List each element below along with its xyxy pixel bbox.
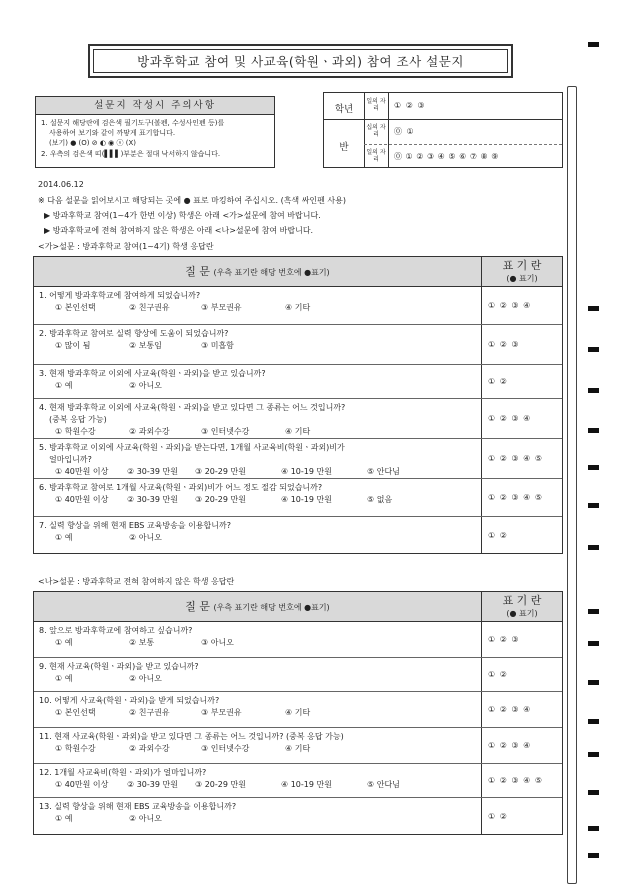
question-table-ga [33,256,563,554]
notice-line: 1. 설문지 해당란에 검은색 필기도구(볼펜, 수성사인펜 등)를 [41,119,225,127]
question-text: 10. 어떻게 사교육(학원ㆍ과외)을 받게 되었습니까? [39,696,220,705]
table-header [34,257,562,287]
answer-header-note: (● 표기) [506,609,538,618]
option-label: ③ 부모권유 [201,303,242,312]
option-label: ③ 인터넷수강 [201,427,250,436]
question-row [34,439,562,479]
timing-mark [588,42,599,47]
option-list [39,466,476,478]
option-label: ④ 10-19 만원 [281,495,332,504]
option-label: ① 예 [55,533,73,542]
timing-mark [588,306,599,311]
question-text: 12. 1개월 사교육비(학원ㆍ과외)가 얼마입니까? [39,768,207,777]
option-list [39,380,476,392]
option-label: ③ 부모권유 [201,708,242,717]
option-label: ② 30-39 만원 [127,467,178,476]
timing-mark [588,790,599,795]
answer-bubbles[interactable]: ① ② ③ ④ [488,705,532,714]
option-label: ⑤ 없음 [367,495,393,504]
notice-box [35,96,275,168]
option-label: ② 30-39 만원 [127,495,178,504]
question-cell [34,798,482,834]
option-label: ④ 기타 [285,744,311,753]
option-label: ③ 20-29 만원 [195,495,246,504]
timing-mark [588,680,599,685]
option-label: ② 과외수강 [129,427,170,436]
question-text: 3. 현재 방과후학교 이외에 사교육(학원ㆍ과외)을 받고 있습니까? [39,369,266,378]
option-label: ③ 20-29 만원 [195,780,246,789]
answer-bubbles[interactable]: ① ② ③ ④ ⑤ [488,454,544,463]
question-text: 6. 방과후학교 참여로 1개월 사교육(학원ㆍ과외)비가 어느 정도 절감 되었습니까? [39,483,323,492]
question-cell [34,439,482,478]
option-label: ② 아니오 [129,533,162,542]
question-subtext: (중복 응답 가능) [49,415,107,424]
option-list [39,707,476,719]
answer-bubbles[interactable]: ① ② ③ ④ ⑤ [488,776,544,785]
question-text: 5. 방과후학교 이외에 사교육(학원ㆍ과외)을 받는다면, 1개월 사교육비(학원ㆍ과외)비가 [39,443,345,452]
option-list [39,813,476,825]
question-cell [34,325,482,364]
option-label: ② 보통임 [129,341,162,350]
option-label: ② 아니오 [129,674,162,683]
question-text: 9. 현재 사교육(학원ㆍ과외)을 받고 있습니까? [39,662,199,671]
option-label: ④ 10-19 만원 [281,467,332,476]
instruction-line: ▶ 방과후학교 참여(1~4가 한번 이상) 학생은 아래 <가>설문에 참여 바랍니다. [44,211,321,220]
class-label: 반 [339,142,349,153]
timing-mark [588,465,599,470]
question-row [34,692,562,728]
timing-mark [588,347,599,352]
notice-line: 2. 우측의 검은색 띠(▌▌▌)부분은 절대 낙서하지 않습니다. [41,149,221,158]
option-label: ① 학원수강 [55,427,96,436]
question-cell [34,287,482,324]
option-label: ③ 아니오 [201,638,234,647]
option-label: ① 40만원 이상 [55,495,109,504]
question-row [34,325,562,365]
section-ga-label: <가>설문 : 방과후학교 참여(1~4기) 학생 응답란 [38,242,214,251]
option-list [39,673,476,685]
timing-mark [588,752,599,757]
answer-bubbles[interactable]: ① ② [488,530,508,540]
question-cell [34,622,482,657]
option-label: ① 40만원 이상 [55,780,109,789]
timing-mark [588,719,599,724]
option-label: ① 본인선택 [55,303,96,312]
survey-title: 방과후학교 참여 및 사교육(학원ㆍ과외) 참여 조사 설문지 [93,49,508,73]
question-text: 2. 방과후학교 참여로 실력 향상에 도움이 되었습니까? [39,329,229,338]
option-list [39,426,476,438]
option-label: ④ 10-19 만원 [281,780,332,789]
question-row [34,798,562,834]
option-label: ① 예 [55,674,73,683]
question-cell [34,399,482,438]
option-label: ① 본인선택 [55,708,96,717]
question-subtext: 얼마입니까? [49,455,92,464]
question-header: 질 문 [185,265,211,278]
option-label: ① 많이 됨 [55,341,91,350]
question-text: 1. 어떻게 방과후학교에 참여하게 되었습니까? [39,291,201,300]
timing-mark [588,641,599,646]
notice-title: 설문지 작성시 주의사항 [36,97,274,115]
question-cell [34,365,482,398]
timing-mark [588,545,599,550]
option-label: ② 보통 [129,638,155,647]
answer-bubbles[interactable]: ① ② [488,811,508,821]
option-list [39,532,476,544]
answer-bubbles[interactable]: ① ② ③ ④ [488,741,532,750]
grade-class-box [323,92,563,168]
question-text: 13. 실력 향상을 위해 현재 EBS 교육방송을 이용합니까? [39,802,237,811]
option-label: ① 예 [55,814,73,823]
survey-date: 2014.06.12 [38,180,84,189]
answer-bubbles[interactable]: ① ② [488,377,508,386]
question-row [34,479,562,517]
question-cell [34,692,482,727]
option-label: ② 아니오 [129,381,162,390]
answer-bubbles[interactable]: ① ② ③ [488,340,520,349]
option-label: ① 학원수강 [55,744,96,753]
class-ones-label: 일의 자리 [366,149,386,163]
question-header-note: (우측 표기란 해당 번호에 ●표기) [213,268,330,277]
option-label: ④ 기타 [285,427,311,436]
answer-header: 표 기 란 [502,259,542,272]
instruction-line: ▶ 방과후학교에 전혀 참여하지 않은 학생은 아래 <나>설문에 참여 바랍니다. [44,226,314,235]
option-label: ③ 인터넷수강 [201,744,250,753]
option-label: ④ 기타 [285,708,311,717]
option-label: ① 40만원 이상 [55,467,109,476]
question-cell [34,764,482,797]
option-label: ① 예 [55,381,73,390]
answer-bubbles[interactable]: ① ② ③ ④ ⑤ [488,493,544,502]
answer-bubbles[interactable]: ① ② ③ ④ [488,414,532,423]
timing-mark [588,428,599,433]
option-list [39,302,476,314]
question-header: 질 문 [185,600,211,613]
notice-example: (보기) ● (O) ⊘ ◐ ◉ ⓢ (X) [49,139,136,148]
option-label: ② 아니오 [129,814,162,823]
question-cell [34,658,482,691]
question-row [34,287,562,325]
timing-mark [588,388,599,393]
timing-mark [588,826,599,831]
question-row [34,399,562,439]
title-frame [88,44,513,78]
option-label: ④ 기타 [285,303,311,312]
instruction-line: ※ 다음 설문을 읽어보시고 해당되는 곳에 ● 표로 마킹하여 주십시오. (흑색 싸인펜 사용) [38,196,347,205]
question-row [34,728,562,764]
question-row [34,658,562,692]
notice-body [36,115,274,162]
question-row [34,622,562,658]
question-cell [34,479,482,516]
question-row [34,365,562,399]
question-text: 11. 현재 사교육(학원ㆍ과외)을 받고 있다면 그 종류는 어느 것입니까? (중복 응답 가능) [39,732,344,741]
option-label: ⑤ 안다님 [367,467,400,476]
grade-ones-label: 일의 자리 [366,98,386,112]
section-na-label: <나>설문 : 방과후학교 전혀 참여하지 않은 학생 응답란 [38,577,235,586]
option-label: ② 과외수강 [129,744,170,753]
option-label: ① 예 [55,638,73,647]
option-list [39,743,476,755]
question-text: 4. 현재 방과후학교 이외에 사교육(학원ㆍ과외)을 받고 있다면 그 종류는 어느 것입니까? [39,403,346,412]
question-text: 8. 앞으로 방과후학교에 참여하고 싶습니까? [39,626,193,635]
answer-bubbles[interactable]: ① ② ③ [488,635,520,644]
option-label: ③ 미흡함 [201,341,234,350]
option-label: ② 30-39 만원 [127,780,178,789]
class-ones-bubbles[interactable]: ⓪ ① ② ③ ④ ⑤ ⑥ ⑦ ⑧ ⑨ [394,152,499,161]
answer-bubbles[interactable]: ① ② [488,670,508,679]
answer-header-note: (● 표기) [506,274,538,283]
option-list [39,779,476,791]
question-cell [34,728,482,763]
answer-header: 표 기 란 [502,594,542,607]
question-text: 7. 실력 향상을 위해 현재 EBS 교육방송을 이용합니까? [39,521,231,530]
notice-line: 사용하여 보기와 같이 까맣게 표기합니다. [49,129,176,138]
answer-bubbles[interactable]: ① ② ③ ④ [488,301,532,310]
option-label: ② 친구권유 [129,708,170,717]
class-tens-bubbles[interactable]: ⓪ ① [394,127,415,136]
option-label: ⑤ 안다님 [367,780,400,789]
grade-ones-bubbles[interactable]: ① ② ③ [394,101,426,110]
question-table-na [33,591,563,835]
question-row [34,764,562,798]
grade-label: 학년 [334,104,354,115]
question-row [34,517,562,553]
option-label: ③ 20-29 만원 [195,467,246,476]
table-header [34,592,562,622]
option-list [39,340,476,352]
timing-mark [588,853,599,858]
question-cell [34,517,482,553]
timing-mark [588,609,599,614]
scanner-strip [567,86,577,884]
option-list [39,494,476,506]
question-header-note: (우측 표기란 해당 번호에 ●표기) [213,603,330,612]
timing-mark [588,503,599,508]
option-label: ② 친구권유 [129,303,170,312]
option-list [39,637,476,649]
class-tens-label: 십의 자리 [366,124,386,138]
